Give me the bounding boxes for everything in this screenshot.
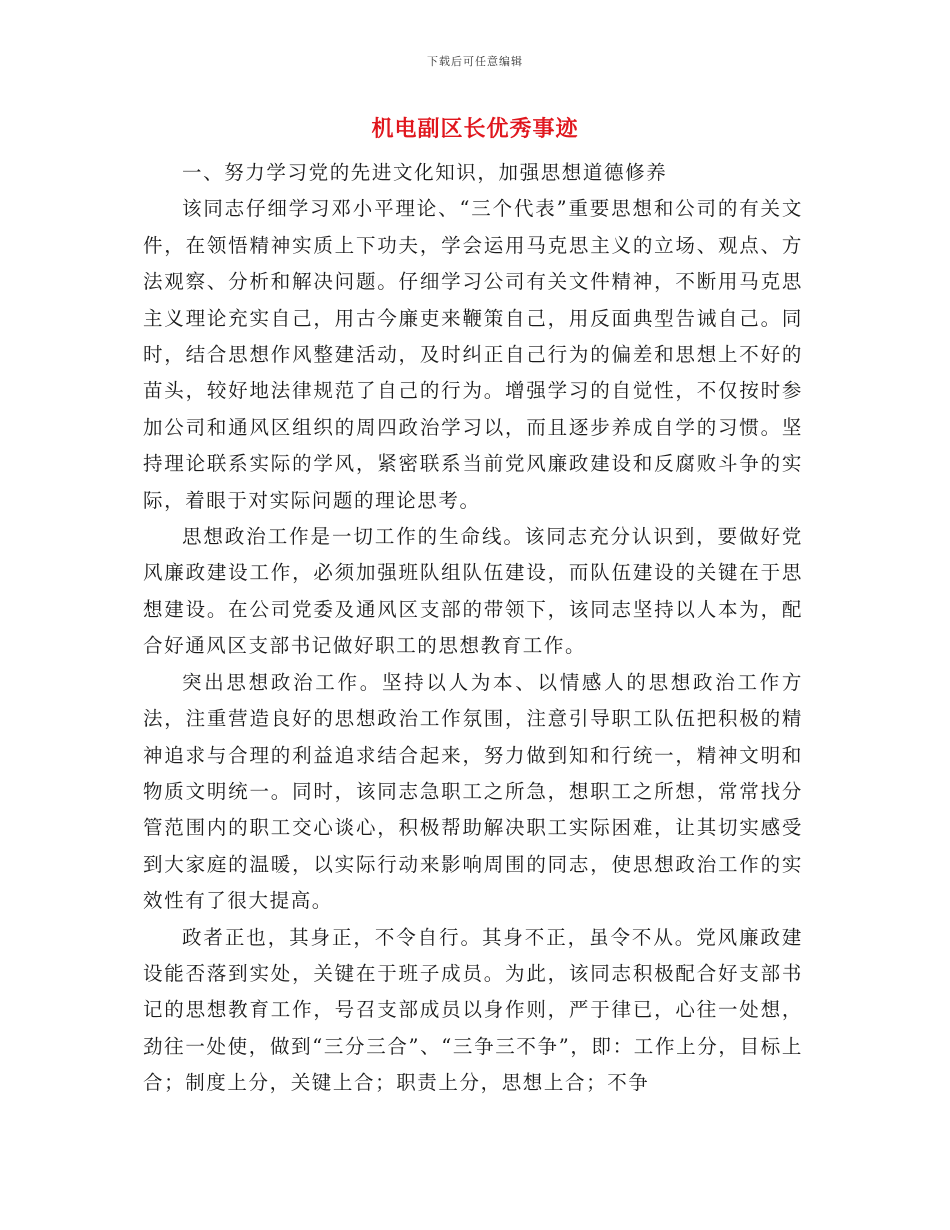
body-paragraph: 思想政治工作是一切工作的生命线。该同志充分认识到，要做好党风廉政建设工作，必须加强班队组队伍建设，而队伍建设的关键在于思想建设。在公司党委及通风区支部的带领下，该同志坚持以人本为，配合好通风区支部书记做好职工的思想教育工作。 xyxy=(143,525,803,658)
body-paragraph: 政者正也，其身正，不令自行。其身不正，虽令不从。党风廉政建设能否落到实处，关键在于班子成员。为此，该同志积极配合好支部书记的思想教育工作，号召支部成员以身作则，严于律已，心往一处想，劲往一处使，做到“三分三合”、“三争三不争”，即：工作上分，目标上合；制度上分，关键上合；职责上分，思想上合；不争 xyxy=(143,925,803,1095)
section-heading: 一、努力学习党的先进文化知识，加强思想道德修养 xyxy=(182,161,668,184)
body-paragraph: 突出思想政治工作。坚持以人为本、以情感人的思想政治工作方法，注重营造良好的思想政治工作氛围，注意引导职工队伍把积极的精神追求与合理的利益追求结合起来，努力做到知和行统一，精神文明和物质文明统一。同时，该同志急职工之所急，想职工之所想，常常找分管范围内的职工交心谈心，积极帮助解决职工实际困难，让其切实感受到大家庭的温暖，以实际行动来影响周围的同志，使思想政治工作的实效性有了很大提高。 xyxy=(143,670,803,913)
body-paragraph: 该同志仔细学习邓小平理论、“三个代表”重要思想和公司的有关文件，在领悟精神实质上下功夫，学会运用马克思主义的立场、观点、方法观察、分析和解决问题。仔细学习公司有关文件精神，不断用马克思主义理论充实自己，用古今廉吏来鞭策自己，用反面典型告诫自己。同时，结合思想作风整建活动，及时纠正自己行为的偏差和思想上不好的苗头，较好地法律规范了自己的行为。增强学习的自觉性，不仅按时参加公司和通风区组织的周四政治学习以，而且逐步养成自学的习惯。坚持理论联系实际的学风，紧密联系当前党风廉政建设和反腐败斗争的实际，着眼于对实际问题的理论思考。 xyxy=(143,197,803,512)
document-title: 机电副区长优秀事迹 xyxy=(371,116,579,142)
document-body xyxy=(143,155,803,1102)
header-note: 下载后可任意编辑 xyxy=(427,55,523,68)
